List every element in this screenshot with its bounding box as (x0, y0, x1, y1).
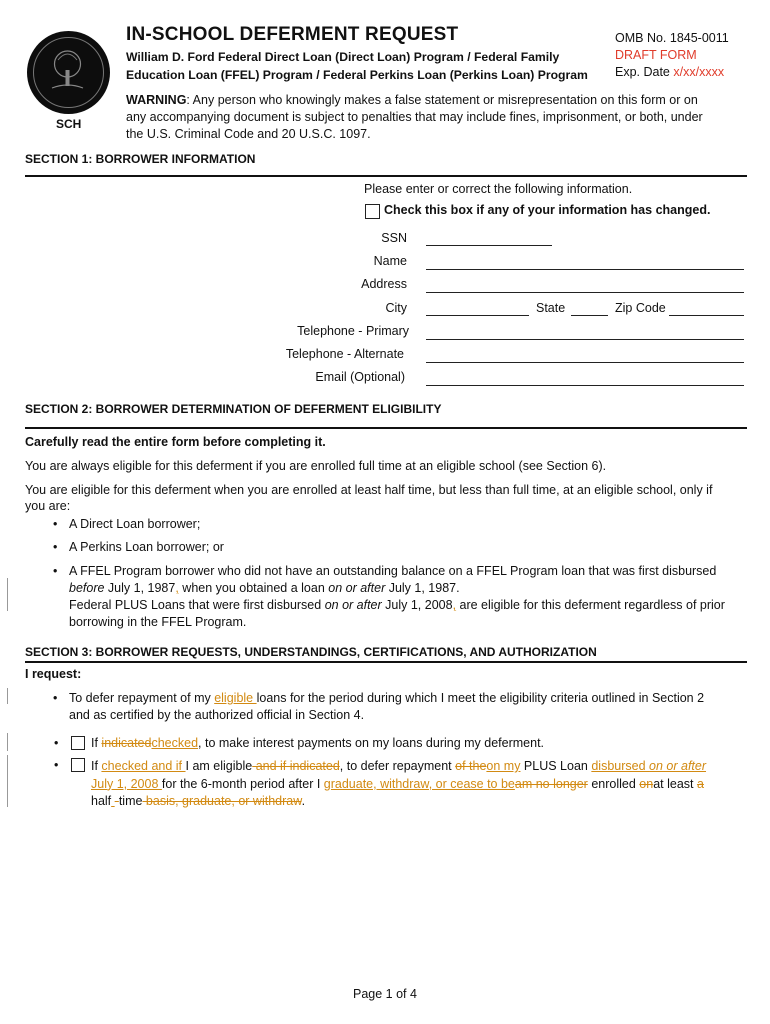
exp-label: Exp. Date (615, 65, 674, 79)
req-3-ins-3: disbursed (591, 759, 650, 773)
req-1-insert: eligible (214, 691, 257, 705)
zip-field[interactable] (669, 315, 744, 316)
req-3-e: enrolled (587, 776, 640, 791)
eligibility-bullet-2: • A Perkins Loan borrower; or (69, 540, 224, 554)
warning-line-1: : Any person who knowingly makes a false statement or misrepresentation on this form or on (186, 93, 698, 107)
plus-loans-text: Federal PLUS Loans that were first disbursed (69, 598, 325, 612)
req-1-a: To defer repayment of my (69, 691, 215, 705)
req-3-d: for the 6-month period after I (161, 776, 324, 791)
req-3-a: I am eligible (185, 759, 253, 773)
request-1 (69, 690, 749, 724)
section-2-intro: Carefully read the entire form before completing it. (25, 435, 326, 449)
ssn-label: SSN (381, 231, 407, 245)
req-3-b: , to defer repayment (339, 759, 456, 773)
section-2-para-1: You are always eligible for this deferment if you are enrolled full time at an eligible school (see Section 6). (25, 459, 607, 473)
subtitle-line-2: Education Loan (FFEL) Program / Federal Perkins Loan (Perkins Loan) Program (126, 68, 588, 82)
req-3-h: time (118, 794, 143, 808)
req-3-if: If (91, 759, 102, 773)
page-number: Page 1 of 4 (353, 987, 417, 1001)
draft-form-label: DRAFT FORM (615, 48, 697, 62)
req-3-ins-2: on my (486, 759, 521, 773)
section-2-rule (25, 427, 747, 429)
request-3-bullet: • (54, 758, 59, 772)
omb-block (615, 30, 729, 81)
req-3-del-2: of the (455, 759, 487, 773)
para-2-line-1: You are eligible for this deferment when you are enrolled at least half time, but less than full time, at an eligible school, only if (25, 483, 713, 497)
form-title: IN-SCHOOL DEFERMENT REQUEST (126, 24, 459, 45)
expiration-date (615, 64, 729, 81)
change-bar (7, 578, 8, 611)
phone-primary-field[interactable] (426, 339, 744, 340)
exp-value: x/xx/xxxx (673, 65, 725, 79)
req-3-f: at least (653, 776, 697, 791)
req-2-if: If (91, 736, 102, 750)
omb-number: OMB No. 1845-0011 (615, 31, 729, 45)
req-1-line-2: and as certified by the authorized official in Section 4. (69, 708, 365, 722)
section-1-heading: SECTION 1: BORROWER INFORMATION (25, 152, 256, 166)
req-3-del-7: basis, graduate, or withdraw (142, 794, 302, 808)
plus-date: July 1, 2008 (381, 598, 453, 612)
interest-payment-checkbox[interactable] (71, 736, 85, 750)
bullet-3-before: before (69, 581, 105, 595)
warning-label: WARNING (126, 93, 187, 107)
req-3-del-3: am no longer (514, 776, 588, 791)
bullet-3-comma-insert: , (175, 581, 179, 595)
name-field[interactable] (426, 269, 744, 270)
req-3-ins-1: checked and if (101, 759, 186, 773)
eligibility-bullet-3 (69, 563, 754, 631)
req-3-del-4: on (639, 776, 654, 791)
ssn-field[interactable] (426, 245, 552, 246)
req-3-end: . (301, 794, 306, 808)
section-1-instruction: Please enter or correct the following information. (364, 182, 633, 196)
bullet-3-line-4: borrowing in the FFEL Program. (69, 615, 247, 629)
plus-eligible-text: are eligible for this deferment regardless of prior (456, 598, 725, 612)
plus-comma-insert: , (452, 598, 457, 612)
request-2-bullet: • (54, 736, 59, 750)
i-request-label: I request: (25, 667, 82, 681)
eligibility-bullet-1: • A Direct Loan borrower; (69, 517, 200, 531)
para-2-line-2: you are: (25, 499, 71, 513)
bullet-3-line-3 (69, 597, 754, 614)
req-3-del-6: - (114, 794, 119, 808)
bullet-3-date: July 1, 1987 (104, 581, 176, 595)
subtitle-line-1: William D. Ford Federal Direct Loan (Direct Loan) Program / Federal Family (126, 50, 560, 64)
section-3-rule (25, 661, 747, 663)
req-1-b: loans for the period during which I meet the eligibility criteria outlined in Section 2 (256, 691, 705, 705)
info-changed-label: Check this box if any of your information has changed. (384, 203, 711, 217)
seal-tree-icon (40, 44, 95, 99)
phone-alternate-field[interactable] (426, 362, 744, 363)
change-bar (7, 755, 8, 807)
city-field[interactable] (426, 315, 529, 316)
req-2-rest: , to make interest payments on my loans during my deferment. (198, 736, 545, 750)
address-label: Address (361, 277, 407, 291)
req-3-ins-3-italic: on or after (649, 759, 707, 773)
bullet-3-on-or-after: on or after (328, 581, 386, 595)
info-changed-checkbox[interactable] (365, 204, 380, 219)
phone-alternate-label: Telephone - Alternate (285, 347, 404, 361)
section-1-rule (25, 175, 747, 177)
address-field[interactable] (426, 292, 744, 293)
phone-primary-label: Telephone - Primary (297, 324, 409, 338)
bullet-3-line-2 (69, 580, 754, 597)
req-3-g: half (91, 794, 112, 808)
plus-deferment-checkbox[interactable] (71, 758, 85, 772)
state-field[interactable] (571, 315, 608, 316)
req-3-del-1: and if indicated (252, 759, 340, 773)
section-3-heading: SECTION 3: BORROWER REQUESTS, UNDERSTANDINGS, CERTIFICATIONS, AND AUTHORIZATION (25, 645, 597, 659)
req-2-deleted: indicated (101, 736, 152, 750)
bullet-3-line-1: • A FFEL Program borrower who did not have an outstanding balance on a FFEL Program loan that was first disbursed (69, 564, 717, 578)
bullet-3-mid: when you obtained a loan (178, 581, 329, 595)
req-3-ins-4: July 1, 2008 (91, 776, 162, 791)
warning-line-3: the U.S. Criminal Code and 20 U.S.C. 1097. (126, 127, 371, 141)
warning-line-2: any accompanying document is subject to penalties that may include fines, imprisonment, or both, under (126, 110, 703, 124)
bullet-3-end: July 1, 1987. (385, 581, 460, 595)
change-bar (7, 733, 8, 751)
zip-label: Zip Code (615, 301, 666, 315)
request-3 (91, 758, 751, 811)
city-label: City (385, 301, 407, 315)
warning-text (126, 92, 736, 143)
req-3-c: PLUS Loan (520, 759, 592, 773)
email-field[interactable] (426, 385, 744, 386)
request-2 (91, 736, 544, 750)
change-bar (7, 688, 8, 704)
section-2-heading: SECTION 2: BORROWER DETERMINATION OF DEFERMENT ELIGIBILITY (25, 402, 442, 416)
email-label: Email (Optional) (315, 370, 405, 384)
form-subtitle (126, 48, 606, 84)
req-2-inserted: checked (151, 736, 199, 750)
section-2-para-2 (25, 482, 712, 514)
state-label: State (536, 301, 566, 315)
plus-on-or-after: on or after (324, 598, 382, 612)
seal-label: SCH (56, 117, 82, 131)
name-label: Name (373, 254, 407, 268)
req-3-ins-5: graduate, withdraw, or cease to be (323, 776, 515, 791)
req-3-del-5: a (696, 776, 704, 791)
